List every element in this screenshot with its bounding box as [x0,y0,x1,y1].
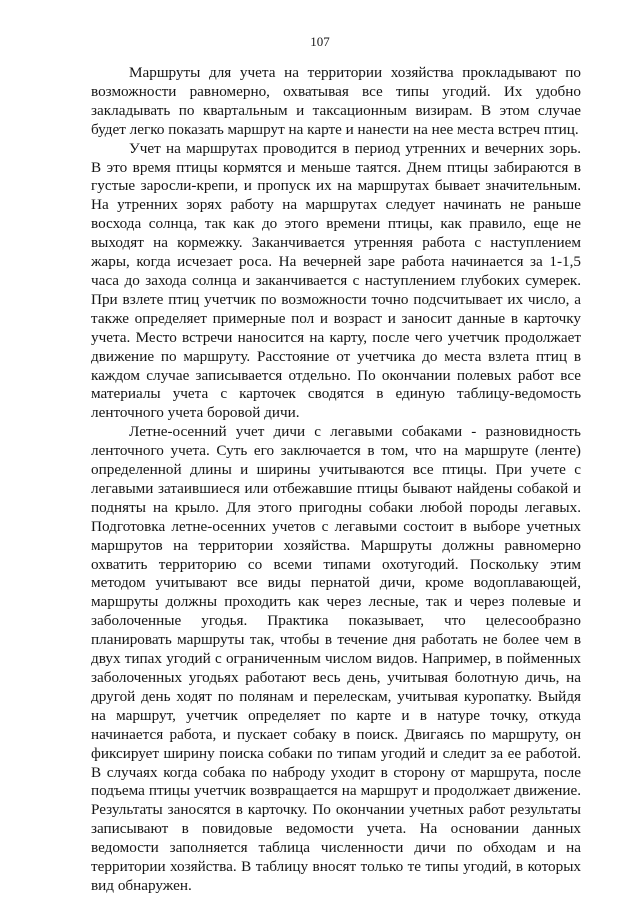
paragraph-3: Летне-осенний учет дичи с легавыми собаками - разновидность ленточного учета. Суть его заключается в том, что на маршруте (ленте) определенной длины и ширины учитываются все птицы. При учете с легавыми затаившиеся или отбежавшие птицы бывают найдены собакой и подняты на крыло. Для этого пригодны собаки любой породы легавых. Подготовка летне-осенних учетов с легавыми состоит в выборе учетных маршрутов на территории хозяйства. Маршруты должны равномерно охватить территорию со всеми типами охотугодий. Поскольку этим методом учитывают все виды пернатой дичи, кроме водоплавающей, маршруты должны проходить как через лесные, так и через полевые и заболоченные угодья. Практика показывает, что целесообразно планировать маршруты так, чтобы в течение дня работать не более чем в двух типах угодий с ограниченным числом видов. Например, в пойменных заболоченных угодьях работают весь день, учитывая болотную дичь, на другой день ходят по полянам и перелескам, учитывая куропатку. Выйдя на маршрут, учетчик определяет по карте и в натуре точку, откуда начинается работа, и пускает собаку в поиск. Двигаясь по маршруту, он фиксирует ширину поиска собаки по типам угодий и следит за ее работой. В случаях когда собака по наброду уходит в сторону от маршрута, после подъема птицы учетчик возвращается на маршрут и продолжает движение. Результаты заносятся в карточку. По окончании учетных работ результаты записывают в повидовые ведомости учета. На основании данных ведомости заполняется таблица численности дичи по обходам и на территории хозяйства. В таблицу вносят только те типы угодий, в которых вид обнаружен. [91,423,581,894]
paragraph-1: Маршруты для учета на территории хозяйства прокладывают по возможности равномерно, охватывая все типы угодий. Их удобно закладывать по квартальным и таксационным визирам. В этом случае будет легко показать маршрут на карте и нанести на нее места встреч птиц. [91,64,581,138]
body-text [91,64,581,896]
page-number: 107 [310,34,330,49]
paragraph-2: Учет на маршрутах проводится в период утренних и вечерних зорь. В это время птицы кормятся и меньше таятся. Днем птицы забираются в густые заросли-крепи, и пропуск их на маршрутах бывает значительным. На утренних зорях работу на маршрутах следует начинать не раньше восхода солнца, так как до этого времени птицы, как правило, еще не выходят на кормежку. Заканчивается утренняя работа с наступлением жары, когда исчезает роса. На вечерней заре работа начинается за 1-1,5 часа до захода солнца и заканчивается с наступлением глубоких сумерек. При взлете птиц учетчик по возможности точно подсчитывает их число, а также определяет примерные пол и возраст и заносит данные в карточку учета. Место встречи наносится на карту, после чего учетчик продолжает движение по маршруту. Расстояние от учетчика до места взлета птиц в каждом случае записывается отдельно. По окончании полевых работ все материалы учета с карточек сводятся в единую таблицу-ведомость ленточного учета боровой дичи. [91,139,581,422]
